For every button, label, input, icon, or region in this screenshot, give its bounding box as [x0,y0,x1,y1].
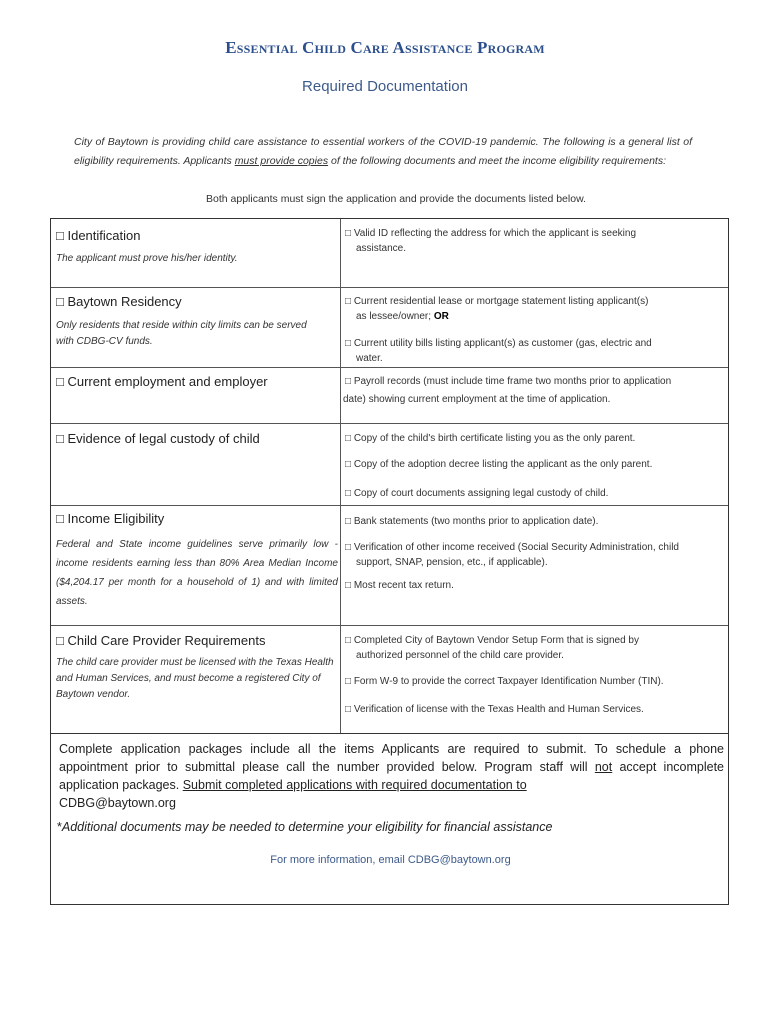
requirement-item: □ Form W-9 to provide the correct Taxpayer Identification Number (TIN). [345,676,664,687]
requirement-item: □ Valid ID reflecting the address for which the applicant is seeking assistance. [345,228,637,254]
checkbox-icon: □ [345,704,352,715]
row-heading: □ Evidence of legal custody of child [56,431,260,446]
row-heading: □ Current employment and employer [56,374,268,389]
row-note: The applicant must prove his/her identity. [56,253,238,264]
checkbox-icon: □ [345,516,352,527]
requirement-item: □ Current utility bills listing applicant(s) as customer (gas, electric and water. [345,338,652,364]
footer-additional-note: *Additional documents may be needed to determine your eligibility for financial assistance [57,820,553,834]
footer-more-info[interactable]: For more information, email CDBG@baytown.org [270,854,511,866]
intro-text-1: City of Baytown is providing child care assistance to essential workers of the COVID-19 pandemic. The following is a general list of eligibility requirements. Applicants [74,136,692,167]
table-row [51,219,728,288]
checkbox-icon: □ [345,228,352,239]
checkbox-icon: □ [345,580,352,591]
row-heading: □ Identification [56,228,141,243]
table-row [51,626,728,735]
footer-not-emphasis: not [594,760,613,774]
table-row [51,424,728,506]
checkbox-icon: □ [56,511,64,526]
checkbox-icon: □ [345,459,352,470]
requirement-item: □ Bank statements (two months prior to application date). [345,516,599,527]
table-row [51,506,728,626]
checkbox-icon: □ [345,676,352,687]
row-heading: □ Child Care Provider Requirements [56,633,266,648]
row-note: The child care provider must be licensed with the Texas Health and Human Services, and must become a registered City of Baytown vendor. [56,657,334,700]
requirement-item: □ Current residential lease or mortgage statement listing applicant(s) as lessee/owner; OR [345,296,649,322]
checkbox-icon: □ [56,633,64,648]
table-row [51,368,728,424]
checkbox-icon: □ [345,433,352,444]
checkbox-icon: □ [345,296,352,307]
intro-text-2: of the following documents and meet the income eligibility requirements: [328,155,667,167]
row-note: Federal and State income guidelines serve primarily low - income residents earning less than 80% Area Median Income ($4,204.17 per month for a household of 1) and with limited assets. [56,539,338,607]
checkbox-icon: □ [56,294,64,309]
checkbox-icon: □ [345,338,352,349]
requirement-item: □ Copy of court documents assigning legal custody of child. [345,488,609,499]
row-note: Only residents that reside within city limits can be served with CDBG-CV funds. [56,320,307,347]
requirements-table [50,218,729,734]
requirement-item: □ Verification of other income received (Social Security Administration, child support, SNAP, pension, etc., if applicable). [345,542,679,568]
checkbox-icon: □ [56,374,64,389]
intro-underlined: must provide copies [234,155,329,167]
checkbox-icon: □ [345,376,352,387]
footer-paragraph: Complete application packages include all the items Applicants are required to submit. To schedule a phone appointment prior to submittal please call the number provided below. Program staff will not accept incomplete application packages. Submit completed applications with required documentation to CDBG@baytown.org [59,742,724,810]
requirement-item: □ Most recent tax return. [345,580,454,591]
page-subtitle: Required Documentation [302,78,468,95]
requirement-item: □ Copy of the adoption decree listing the applicant as the only parent. [345,459,653,470]
checkbox-icon: □ [345,488,352,499]
requirement-item: □ Copy of the child's birth certificate listing you as the only parent. [345,433,636,444]
requirement-item: □ Completed City of Baytown Vendor Setup Form that is signed by authorized personnel of the child care provider. [345,635,639,661]
footer-submit-instruction: Submit completed applications with required documentation to [182,778,527,792]
table-row [51,288,728,368]
checkbox-icon: □ [345,635,352,646]
intro-paragraph [74,133,692,171]
row-heading: □ Baytown Residency [56,294,182,309]
requirement-item: □ Verification of license with the Texas Health and Human Services. [345,704,644,715]
checkbox-icon: □ [56,431,64,446]
footer-box [50,734,729,905]
requirement-item: □ Payroll records (must include time frame two months prior to application date) showing current employment at the time of application. [343,376,672,405]
page-title: Essential Child Care Assistance Program [225,38,545,57]
checkbox-icon: □ [56,228,64,243]
footer-email-link[interactable]: CDBG@baytown.org [59,796,176,810]
checkbox-icon: □ [345,542,352,553]
row-heading: □ Income Eligibility [56,511,165,526]
both-applicants-note: Both applicants must sign the application and provide the documents listed below. [206,193,586,205]
